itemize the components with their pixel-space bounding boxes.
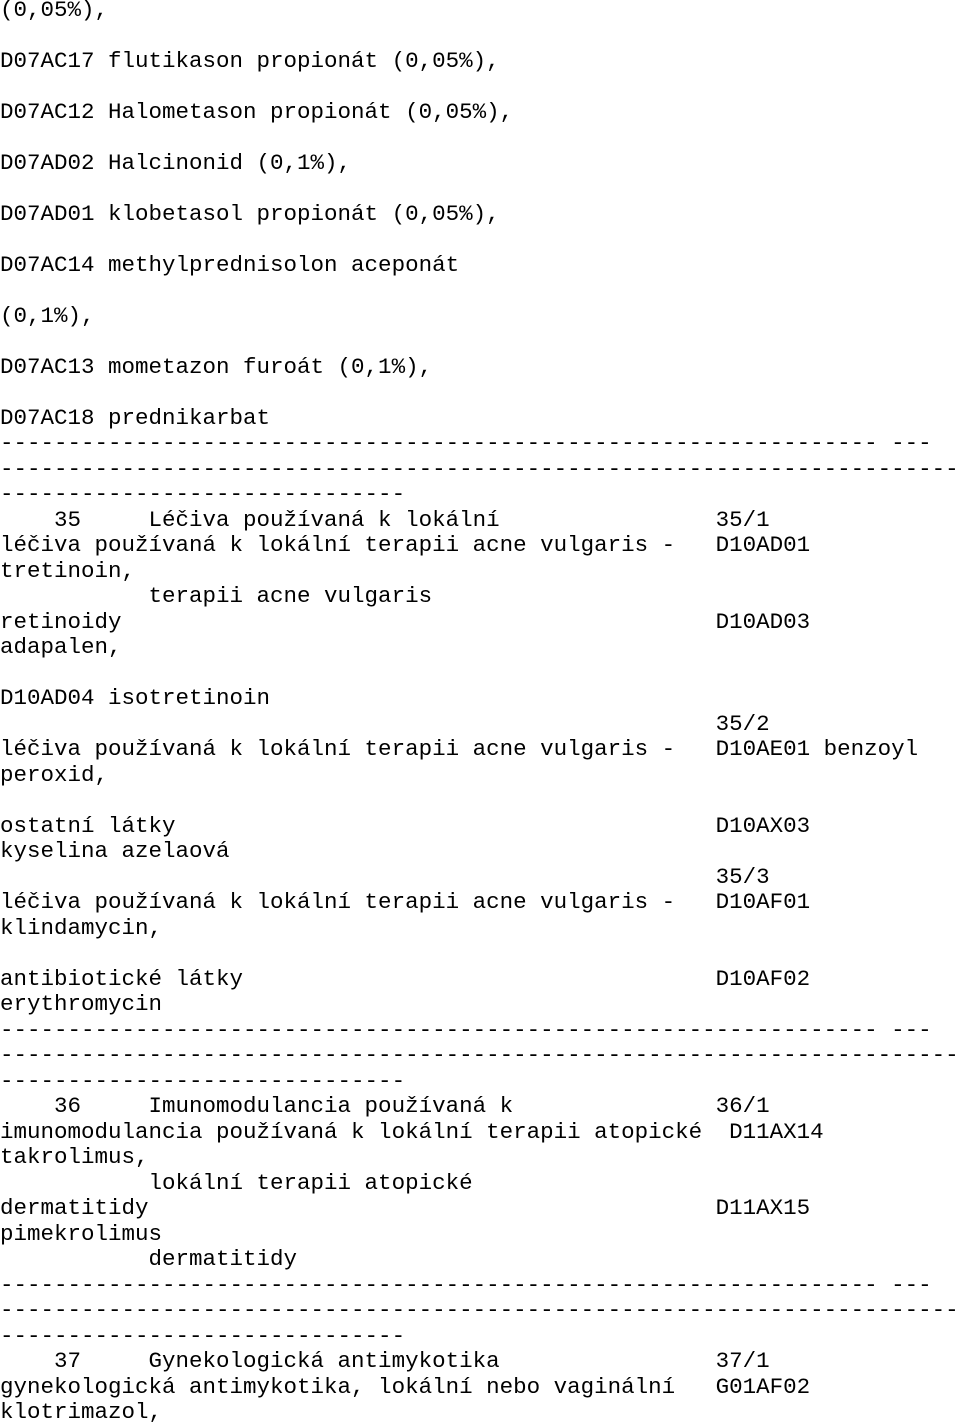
text-line: imunomodulancia používaná k lokální terapii atopické D11AX14 <box>0 1119 824 1145</box>
text-line: dermatitidy D11AX15 <box>0 1195 811 1221</box>
text-line: D07AC17 flutikason propionát (0,05%), <box>0 48 500 74</box>
text-line: ostatní látky D10AX03 <box>0 813 811 839</box>
text-line: (0,1%), <box>0 303 95 329</box>
text-line: D07AC14 methylprednisolon aceponát <box>0 252 460 278</box>
separator-line: ----------------------------------------------------------------------- <box>0 1042 959 1068</box>
text-line: lokální terapii atopické <box>0 1170 473 1196</box>
text-line: D07AD01 klobetasol propionát (0,05%), <box>0 201 500 227</box>
separator-line: ------------------------------ <box>0 1323 406 1349</box>
text-line: D07AC12 Halometason propionát (0,05%), <box>0 99 514 125</box>
text-line: gynekologická antimykotika, lokální nebo vaginální G01AF02 <box>0 1374 811 1400</box>
text-line: takrolimus, <box>0 1144 149 1170</box>
text-line: klotrimazol, <box>0 1399 163 1425</box>
text-line: 35/2 <box>0 711 770 737</box>
separator-line: ----------------------------------------------------------------------- <box>0 1297 959 1323</box>
separator-line: ----------------------------------------------------------------- --- <box>0 1272 932 1298</box>
text-line: tretinoin, <box>0 558 136 584</box>
separator-line: ----------------------------------------------------------------- --- <box>0 1017 932 1043</box>
text-line: retinoidy D10AD03 <box>0 609 811 635</box>
text-line: léčiva používaná k lokální terapii acne vulgaris - D10AD01 <box>0 532 811 558</box>
text-line: 35/3 <box>0 864 770 890</box>
text-line: klindamycin, <box>0 915 163 941</box>
separator-line: ----------------------------------------------------------------- --- <box>0 430 932 456</box>
text-line: D10AD04 isotretinoin <box>0 685 271 711</box>
text-line: terapii acne vulgaris <box>0 583 433 609</box>
separator-line: ------------------------------ <box>0 481 406 507</box>
group-header-37: 37 Gynekologická antimykotika 37/1 <box>0 1348 770 1374</box>
text-line: D07AD02 Halcinonid (0,1%), <box>0 150 352 176</box>
text-line: pimekrolimus <box>0 1221 163 1247</box>
text-line: léčiva používaná k lokální terapii acne vulgaris - D10AF01 <box>0 889 811 915</box>
group-header-35: 35 Léčiva používaná k lokální 35/1 <box>0 507 770 533</box>
separator-line: ------------------------------ <box>0 1068 406 1094</box>
separator-line: ----------------------------------------------------------------------- <box>0 456 959 482</box>
text-line: kyselina azelaová <box>0 838 230 864</box>
text-line: D07AC13 mometazon furoát (0,1%), <box>0 354 433 380</box>
text-line: peroxid, <box>0 762 109 788</box>
text-line: léčiva používaná k lokální terapii acne vulgaris - D10AE01 benzoyl <box>0 736 919 762</box>
text-line: (0,05%), <box>0 0 109 23</box>
text-line: antibiotické látky D10AF02 <box>0 966 811 992</box>
group-header-36: 36 Imunomodulancia používaná k 36/1 <box>0 1093 770 1119</box>
text-line: erythromycin <box>0 991 163 1017</box>
text-line: dermatitidy <box>0 1246 298 1272</box>
text-line: adapalen, <box>0 634 122 660</box>
text-line: D07AC18 prednikarbat <box>0 405 271 431</box>
